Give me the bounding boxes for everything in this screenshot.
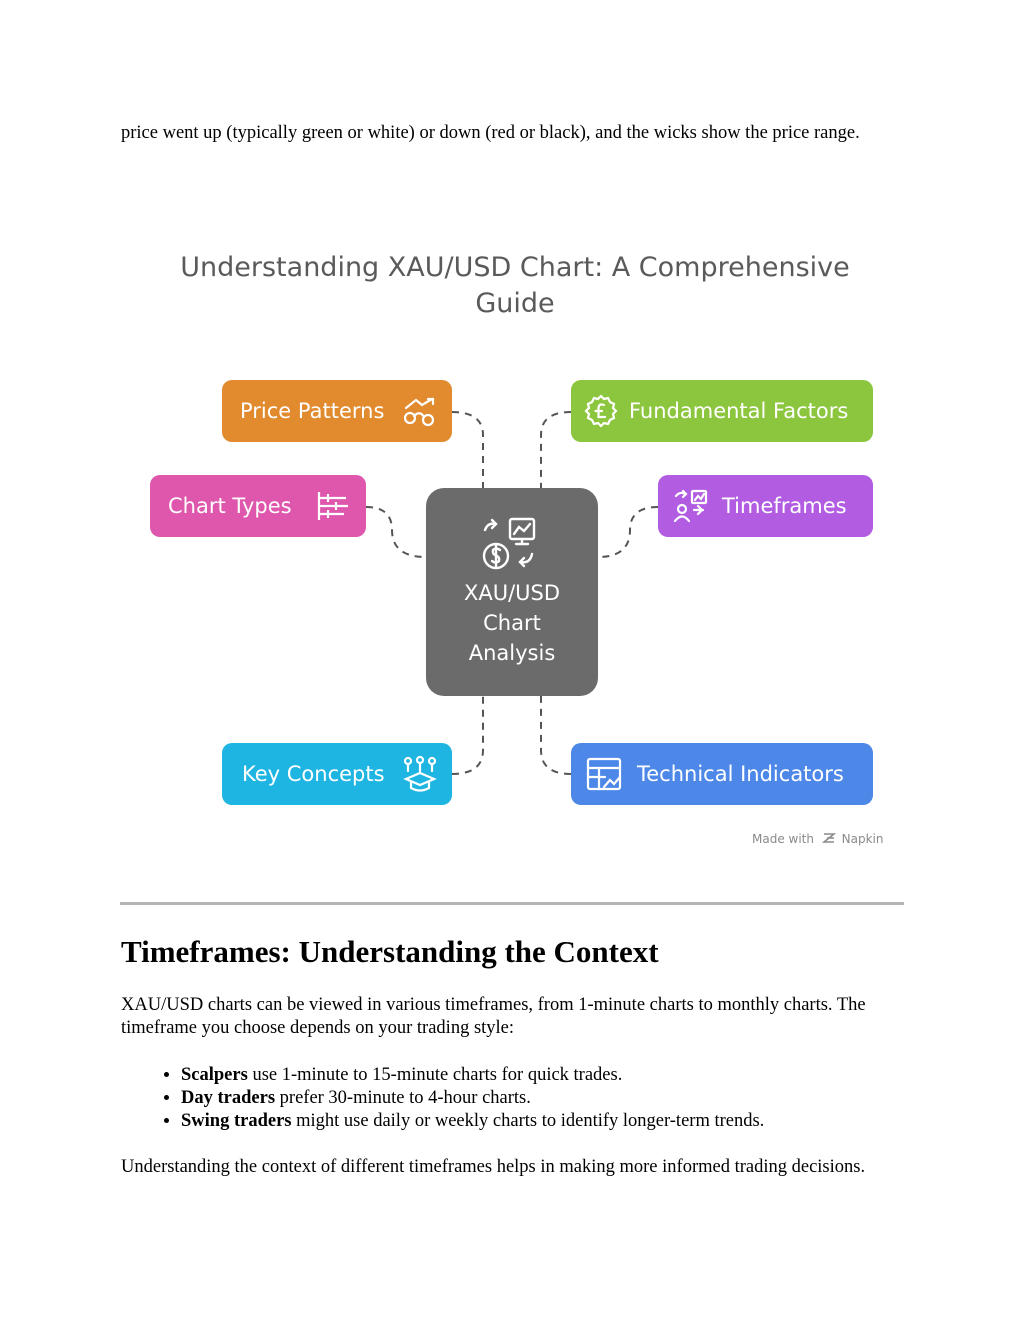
bullet-term: Day traders [181,1088,276,1108]
section-intro: XAU/USD charts can be viewed in various timeframes, from 1-minute charts to monthly charts. The timeframe you choose depends on your trading style: [121,995,866,1038]
pound-coin-icon [583,393,619,429]
section-outro: Understanding the context of different timeframes helps in making more informed trading decisions. [121,1157,866,1177]
central-node-text [426,578,598,668]
list-item [181,1087,941,1110]
bullet-text: might use daily or weekly charts to identify longer-term trends. [291,1111,765,1131]
central-line-1: XAU/USD [463,581,561,605]
node-label: Timeframes [722,494,847,518]
table-icon [316,489,352,523]
graduation-cap-icon [402,755,438,793]
connector-chart-types [366,507,426,557]
section-divider [120,902,904,905]
node-chart-types [150,475,366,537]
connector-timeframes [598,507,658,557]
timeframe-bullet-list [121,1064,941,1133]
node-label: Key Concepts [242,762,385,786]
node-label: Chart Types [168,494,292,518]
node-label: Fundamental Factors [629,399,849,423]
intro-fragment: price went up (typically green or white) or down (red or black), and the wicks show the price range. [121,123,860,143]
bullet-text: prefer 30-minute to 4-hour charts. [275,1088,531,1108]
node-label: Price Patterns [240,399,385,423]
bullet-text: use 1-minute to 15-minute charts for quick trades. [247,1065,623,1085]
central-line-2: Chart [483,611,541,635]
node-price-patterns [222,380,452,442]
node-technical-indicators [571,743,873,805]
connector-key-concepts [452,696,483,774]
central-node [426,488,598,696]
list-item [181,1064,941,1087]
node-label: Technical Indicators [637,762,844,786]
branding-text: Made with [752,832,814,846]
made-with-napkin-badge [752,832,883,846]
person-chart-icon [672,488,710,524]
central-line-3: Analysis [468,641,556,665]
node-fundamental-factors [571,380,873,442]
section-heading: Timeframes: Understanding the Context [121,934,659,969]
mind-map-diagram [120,230,910,870]
diagram-title: Understanding XAU/USD Chart: A Comprehensive Guide [180,252,850,319]
currency-exchange-icon [482,516,542,574]
napkin-logo-icon [822,832,836,844]
connector-price-patterns [452,412,483,488]
connector-fundamental-factors [541,412,571,488]
node-key-concepts [222,743,452,805]
table-chart-icon [585,756,623,792]
route-icon [402,396,438,428]
node-timeframes [658,475,873,537]
bullet-term: Scalpers [181,1065,248,1085]
list-item [181,1110,941,1133]
bullet-term: Swing traders [181,1111,292,1131]
connector-technical-indicators [541,696,571,774]
branding-name: Napkin [841,832,884,846]
